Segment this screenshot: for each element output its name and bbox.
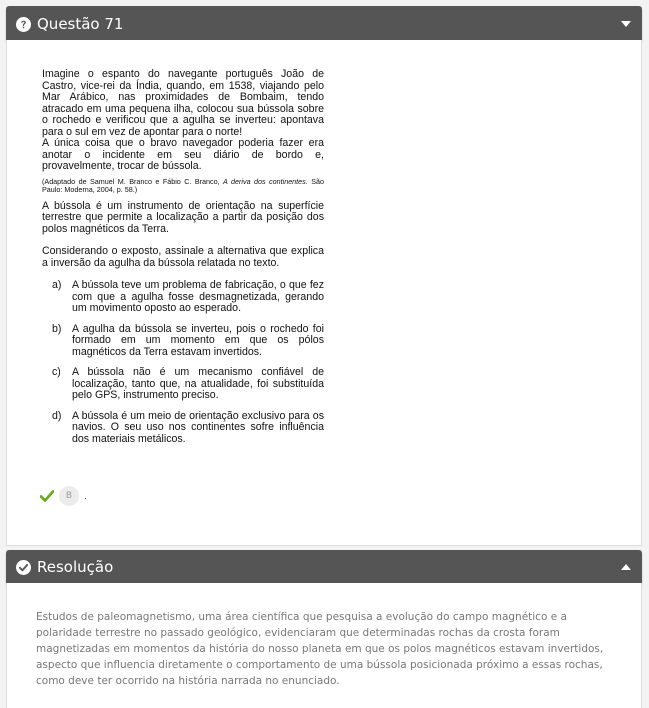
source-title: A deriva dos continentes. — [223, 176, 308, 186]
question-paragraph-3: A bússola é um instrumento de orientação na superfície terrestre que permite a localização a partir da posição dos polos magnéticos da Terra. — [42, 199, 324, 235]
option-a[interactable]: a) A bússola teve um problema de fabricação, o que fez com que a agulha fosse desmagnetizada, gerando um movimento oposto ao esperado. — [52, 279, 324, 315]
answer-suffix: . — [84, 490, 87, 502]
answer-row — [40, 485, 87, 507]
option-b[interactable]: b) A agulha da bússola se inverteu, pois o rochedo foi formado em um momento em que os pólos magnéticos da Terra estavam invertidos. — [52, 322, 324, 358]
questao-header[interactable] — [6, 6, 642, 40]
option-c[interactable]: c) A bússola não é um mecanismo confiável de localização, tanto que, na atualidade, foi substituída pelo GPS, instrumento preciso. — [52, 366, 324, 402]
question-paragraph-1: Imagine o espanto do navegante português João de Castro, vice-rei da Índia, quando, em 1538, viajando pelo Mar Arábico, nas proximidades de Bombaim, tendo atracado em uma pequena ilha, colocou sua bússola sobre o rochedo e verificou que a agulha se inverteu: apontava para o sul em vez de apontar para o norte! — [42, 68, 324, 138]
caret-down-icon[interactable] — [621, 21, 631, 27]
resolucao-title: Resolução — [37, 558, 114, 576]
checkmark-icon — [40, 490, 54, 502]
answer-badge: B — [59, 486, 79, 506]
resolucao-header[interactable] — [6, 550, 642, 583]
questao-title: Questão 71 — [37, 15, 124, 33]
caret-up-icon[interactable] — [621, 564, 631, 570]
resolution-text: Estudos de paleomagnetismo, uma área científica que pesquisa a evolução do campo magnético e a polaridade terrestre no passado geológico, evidenciaram que determinadas rochas da crosta foram magnetizadas em momentos da história do nosso planeta em que os polos magnéticos estavam invertidos, aspecto que influencia diretamente o comportamento de uma bússola posicionada próximo a essas rochas, como deve ter ocorrido na história narrada no enunciado. — [36, 611, 604, 687]
question-prompt: Considerando o exposto, assinale a alternativa que explica a inversão da agulha da bússola relatada no texto. — [42, 245, 324, 269]
question-paragraph-2: A única coisa que o bravo navegador poderia fazer era anotar o incidente em seu diário de bordo e, provavelmente, trocar de bússola. — [42, 137, 324, 172]
check-circle-icon — [16, 560, 31, 575]
question-content — [42, 69, 324, 454]
option-d[interactable]: d) A bússola é um meio de orientação exclusivo para os navios. O seu uso nos continentes sofre influência dos materiais metálicos. — [52, 409, 324, 445]
question-circle-icon — [16, 17, 31, 32]
question-source: (Adaptado de Samuel M. Branco e Fábio C. Branco, A deriva dos continentes. São Paulo: Moderna, 2004, p. 58.) — [42, 176, 324, 195]
